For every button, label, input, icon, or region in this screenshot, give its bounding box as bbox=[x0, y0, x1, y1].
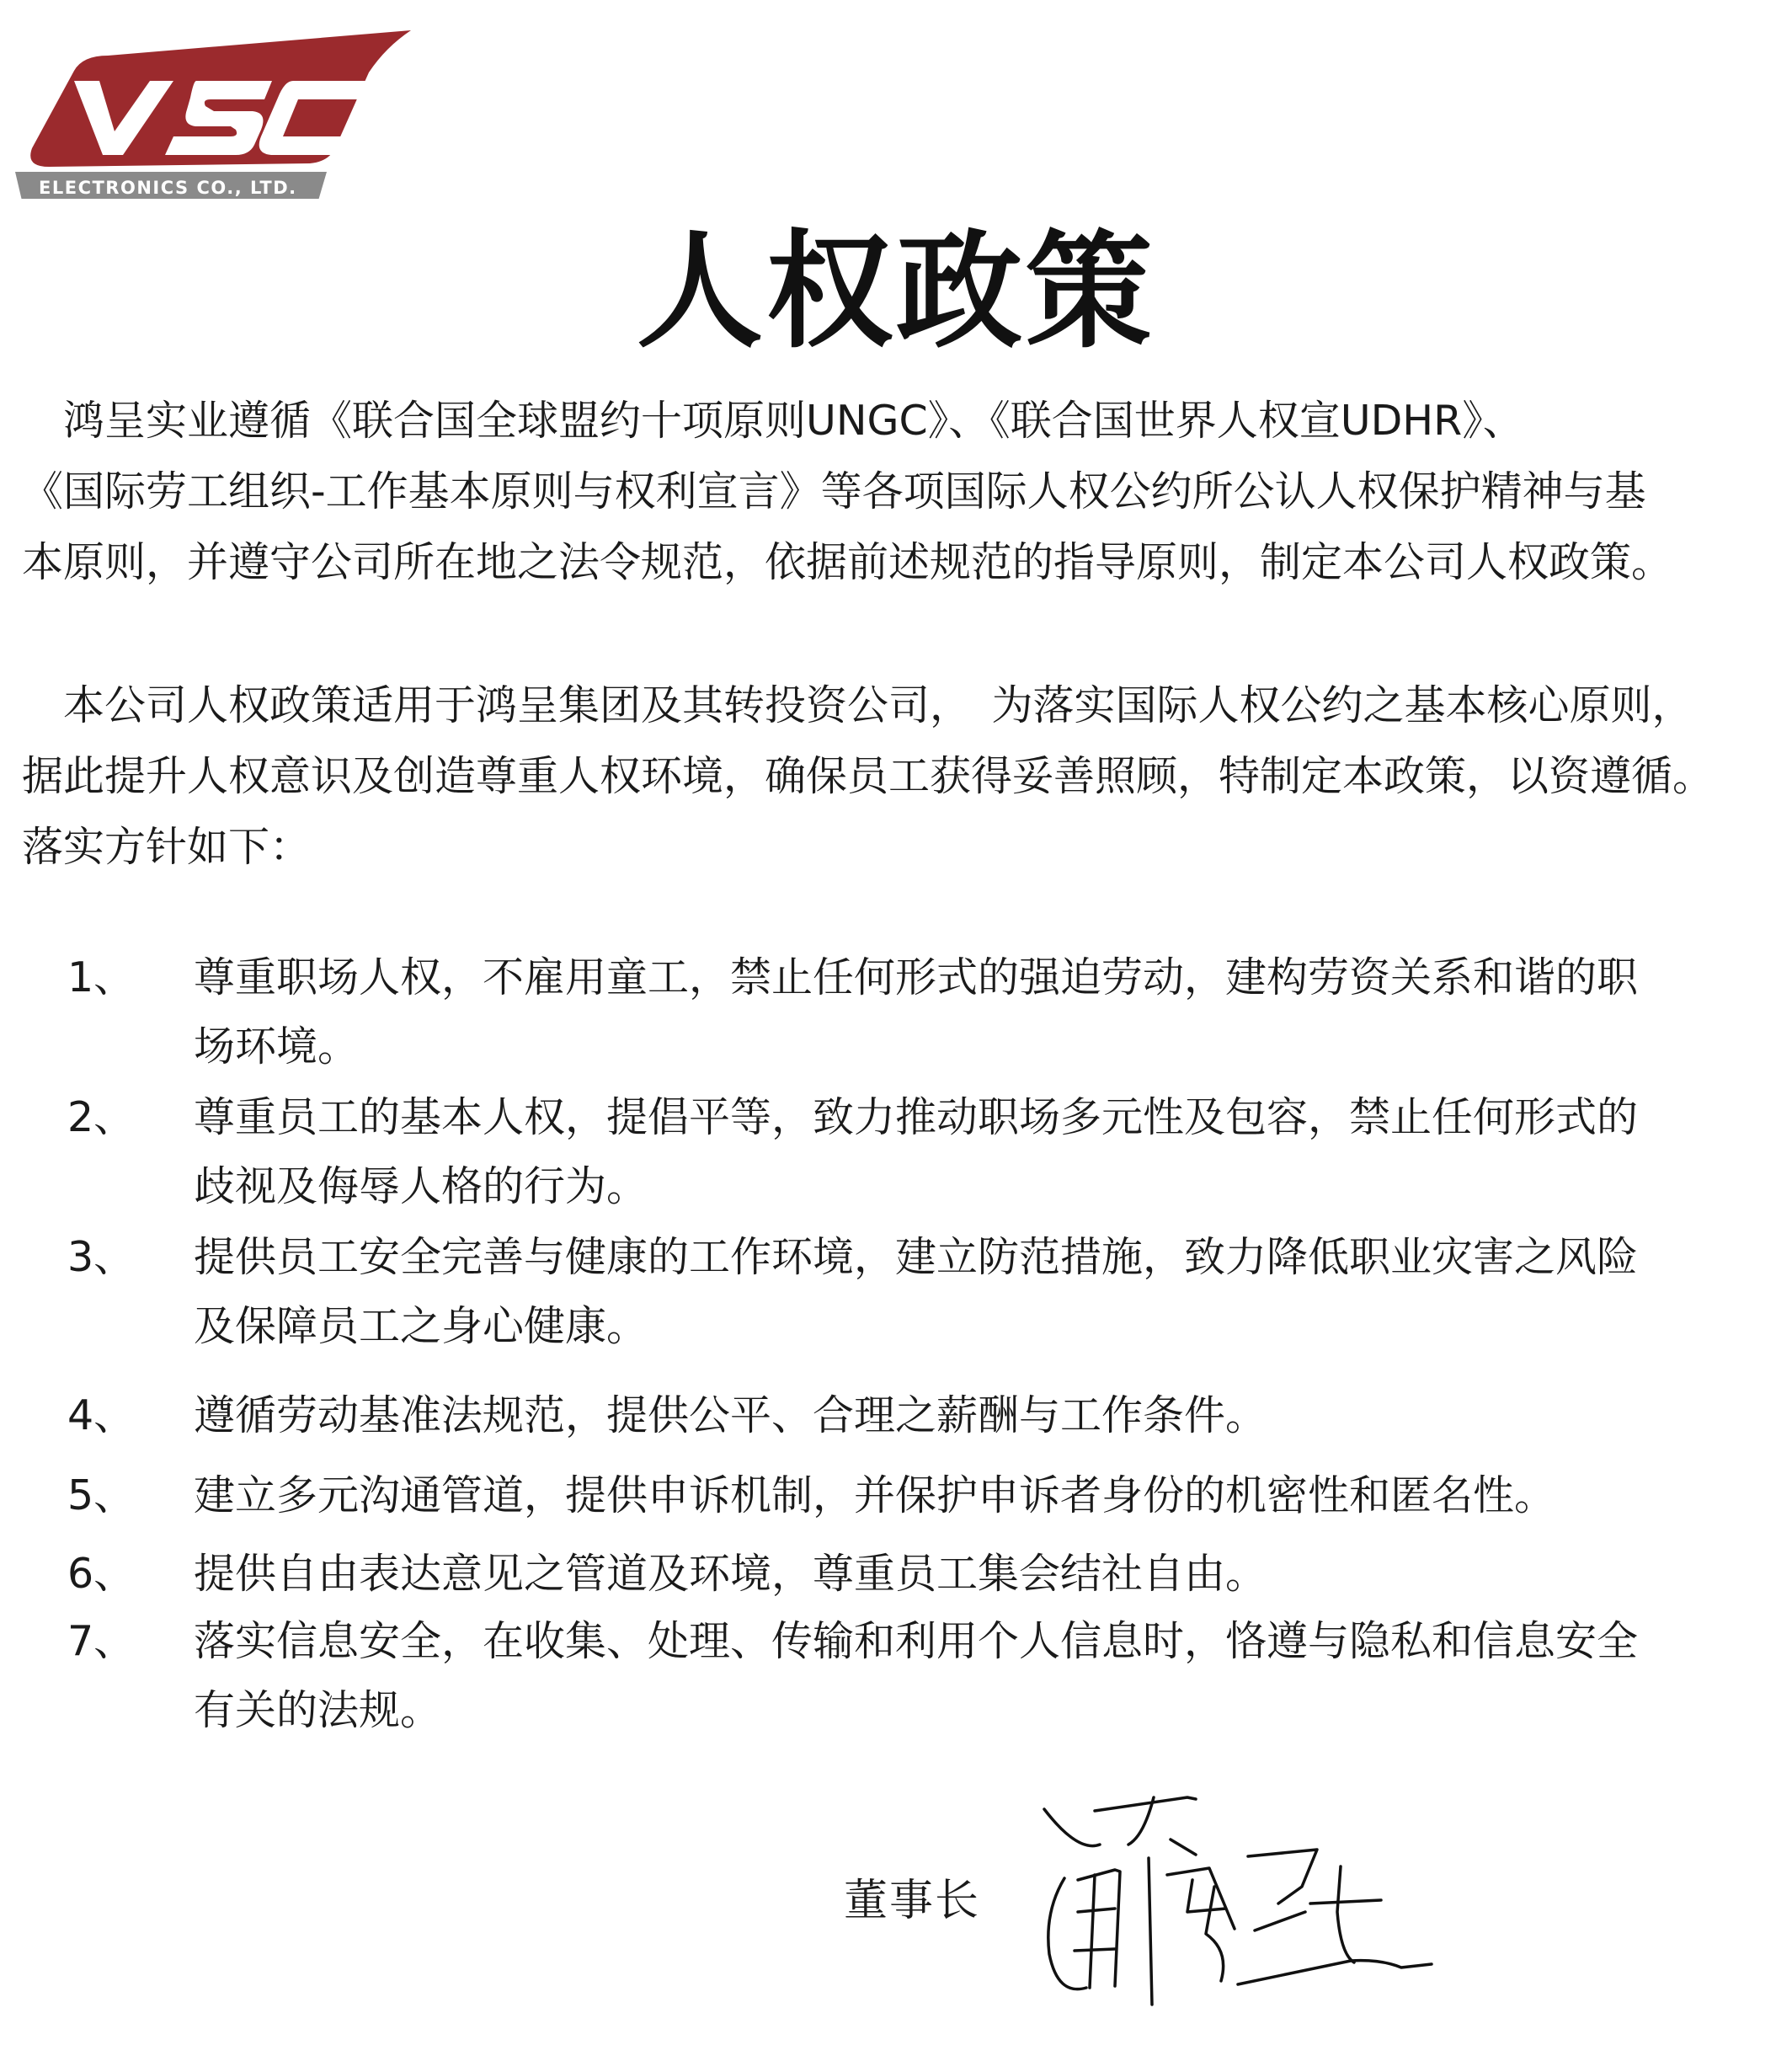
item-number: 2、 bbox=[67, 1093, 136, 1141]
item-text bbox=[194, 1461, 1676, 1530]
intro-line: 鸿呈实业遵循《联合国全球盟约十项原则UNGC》、《联合国世界人权宣UDHR》、 bbox=[22, 397, 1524, 445]
item-number: 7、 bbox=[67, 1617, 136, 1665]
item-line: 场环境。 bbox=[194, 1022, 360, 1071]
handwritten-signature bbox=[1027, 1786, 1482, 2021]
item-number: 3、 bbox=[67, 1233, 136, 1281]
item-line: 尊重员工的基本人权，提倡平等，致力推动职场多元性及包容，禁止任何形式的 bbox=[194, 1093, 1639, 1141]
item-line: 歧视及侮辱人格的行为。 bbox=[194, 1162, 648, 1210]
intro-line: 本原则，并遵守公司所在地之法令规范，依据前述规范的指导原则，制定本公司人权政策。 bbox=[22, 538, 1673, 586]
item-text bbox=[194, 1083, 1676, 1221]
intro-line: 《国际劳工组织-工作基本原则与权利宣言》等各项国际人权公约所公认人权保护精神与基 bbox=[22, 467, 1646, 515]
item-text bbox=[194, 943, 1676, 1081]
item-line: 提供自由表达意见之管道及环境，尊重员工集会结社自由。 bbox=[194, 1550, 1267, 1598]
logo-subtitle: ELECTRONICS CO., LTD. bbox=[39, 178, 297, 198]
item-number: 6、 bbox=[67, 1550, 136, 1598]
item-line: 提供员工安全完善与健康的工作环境，建立防范措施，致力降低职业灾害之风险 bbox=[194, 1233, 1639, 1281]
item-line: 遵循劳动基准法规范，提供公平、合理之薪酬与工作条件。 bbox=[194, 1391, 1267, 1439]
item-line: 及保障员工之身心健康。 bbox=[194, 1302, 648, 1350]
item-number: 1、 bbox=[67, 953, 136, 1001]
scope-line: 本公司人权政策适用于鸿呈集团及其转投资公司， 为落实国际人权公约之基本核心原则， bbox=[22, 681, 1693, 729]
item-line: 落实信息安全，在收集、处理、传输和利用个人信息时，恪遵与隐私和信息安全 bbox=[194, 1617, 1639, 1665]
item-line: 有关的法规。 bbox=[194, 1686, 442, 1734]
scope-line: 据此提升人权意识及创造尊重人权环境，确保员工获得妥善照顾，特制定本政策，以资遵循。 bbox=[22, 752, 1715, 800]
page-title: 人权政策 bbox=[636, 219, 1155, 366]
item-number: 4、 bbox=[67, 1391, 136, 1439]
item-line: 建立多元沟通管道，提供申诉机制，并保护申诉者身份的机密性和匿名性。 bbox=[194, 1471, 1556, 1519]
item-line: 尊重职场人权，不雇用童工，禁止任何形式的强迫劳动，建构劳资关系和谐的职 bbox=[194, 953, 1639, 1001]
scope-line: 落实方针如下： bbox=[22, 823, 312, 871]
item-text bbox=[194, 1223, 1676, 1361]
item-number: 5、 bbox=[67, 1471, 136, 1519]
intro-paragraph bbox=[22, 386, 1782, 598]
signature-label: 董事长 bbox=[844, 1876, 981, 1926]
company-logo bbox=[15, 22, 419, 199]
item-text bbox=[194, 1607, 1676, 1745]
item-text bbox=[194, 1540, 1676, 1609]
item-text bbox=[194, 1381, 1676, 1450]
scope-paragraph bbox=[22, 670, 1782, 883]
